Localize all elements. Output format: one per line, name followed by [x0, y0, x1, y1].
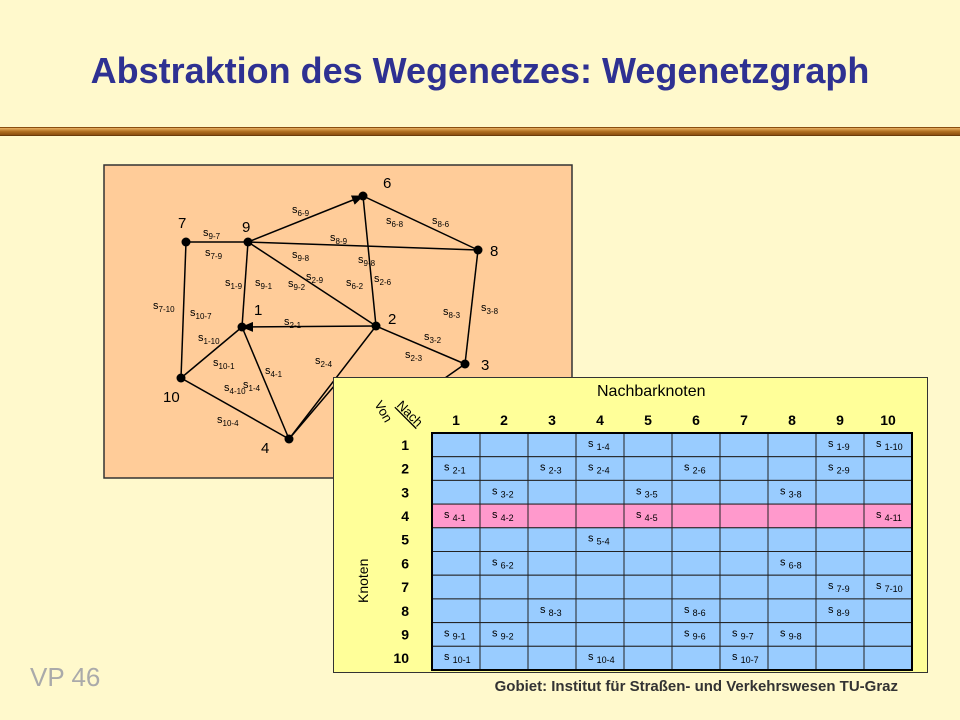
matrix-cell-label-3-5: s $_{3-5}$	[636, 485, 658, 500]
slide-number: VP 46	[30, 662, 101, 692]
matrix-cell	[624, 575, 672, 599]
matrix-cell	[816, 504, 864, 528]
matrix-cell	[672, 480, 720, 504]
edge-label-6-8: $s_{6-8}$	[386, 215, 404, 229]
matrix-cell	[432, 552, 480, 576]
edge-label-7-10: $s_{7-10}$	[153, 300, 175, 314]
edge-label-7-9: $s_{7-9}$	[205, 247, 223, 261]
matrix-cell-label-1-10: s $_{1-10}$	[876, 437, 903, 452]
matrix-cell	[528, 504, 576, 528]
node-8	[474, 246, 483, 255]
matrix-cell	[720, 552, 768, 576]
matrix-cell	[528, 575, 576, 599]
footer-credit: Gobiet: Institut für Straßen- und Verkehrswesen TU-Graz	[494, 678, 898, 695]
matrix-cell	[528, 646, 576, 670]
edge-label-2-9: $s_{2-9}$	[306, 271, 324, 285]
matrix-cell	[864, 528, 912, 552]
matrix-cell	[672, 646, 720, 670]
matrix-cell	[672, 528, 720, 552]
matrix-cell-label-2-4: s $_{2-4}$	[588, 461, 610, 476]
row-header-2: 2	[401, 460, 409, 477]
matrix-cell	[480, 646, 528, 670]
matrix-cell	[720, 433, 768, 457]
matrix-cell	[528, 433, 576, 457]
column-header-8: 8	[788, 412, 796, 428]
matrix-cell-label-8-6: s $_{8-6}$	[684, 603, 706, 618]
edge-label-6-9: $s_{6-9}$	[292, 204, 310, 218]
column-header-3: 3	[548, 412, 556, 428]
matrix-cell-label-3-2: s $_{3-2}$	[492, 485, 514, 500]
matrix-cell	[576, 504, 624, 528]
matrix-cell-label-2-6: s $_{2-6}$	[684, 461, 706, 476]
edge-label-3-2: $s_{3-2}$	[424, 331, 442, 345]
edge-label-8-6: $s_{8-6}$	[432, 215, 450, 229]
node-label-9: 9	[242, 219, 251, 236]
matrix-cell-label-2-9: s $_{2-9}$	[828, 461, 850, 476]
matrix-cell-label-4-11: s $_{4-11}$	[876, 508, 902, 523]
matrix-cell-label-9-6: s $_{9-6}$	[684, 627, 706, 642]
matrix-cell	[528, 552, 576, 576]
matrix-cell-label-7-9: s $_{7-9}$	[828, 580, 850, 595]
edge-label-1-4: $s_{1-4}$	[243, 379, 261, 393]
matrix-cell	[672, 575, 720, 599]
column-header-6: 6	[692, 412, 700, 428]
matrix-cell	[720, 528, 768, 552]
matrix-cell	[864, 646, 912, 670]
matrix-cell	[768, 433, 816, 457]
matrix-cell	[528, 480, 576, 504]
matrix-cell-label-1-9: s $_{1-9}$	[828, 437, 850, 452]
column-header-1: 1	[452, 412, 460, 428]
matrix-cell	[528, 528, 576, 552]
edge-label-2-3: $s_{2-3}$	[405, 349, 423, 363]
matrix-cell	[672, 504, 720, 528]
column-header-9: 9	[836, 412, 844, 428]
node-label-4: 4	[261, 440, 270, 457]
edge-label-4-1: $s_{4-1}$	[265, 365, 283, 379]
matrix-cell	[624, 552, 672, 576]
matrix-cell	[480, 528, 528, 552]
node-6	[359, 192, 368, 201]
matrix-cell	[816, 623, 864, 647]
matrix-cell	[816, 480, 864, 504]
matrix-cell-label-4-2: s $_{4-2}$	[492, 508, 514, 523]
edge-label-1-9: $s_{1-9}$	[225, 277, 243, 291]
edge-label-9-8: $s_{9-8}$	[358, 254, 376, 268]
matrix-cell	[480, 457, 528, 481]
matrix-cell	[720, 480, 768, 504]
edge-label-10-4: $s_{10-4}$	[217, 414, 239, 428]
row-header-1: 1	[401, 436, 409, 453]
matrix-cell-label-6-2: s $_{6-2}$	[492, 556, 514, 571]
matrix-cell	[432, 433, 480, 457]
row-axis-label-knoten: Knoten	[355, 558, 371, 603]
matrix-cell	[624, 433, 672, 457]
matrix-cell	[432, 480, 480, 504]
matrix-cell	[576, 599, 624, 623]
matrix-cell-label-3-8: s $_{3-8}$	[780, 485, 802, 500]
matrix-cell	[720, 575, 768, 599]
matrix-cell	[624, 646, 672, 670]
row-header-7: 7	[401, 579, 409, 596]
row-header-4: 4	[401, 507, 409, 524]
matrix-cell-label-5-4: s $_{5-4}$	[588, 532, 610, 547]
row-header-5: 5	[401, 531, 409, 548]
column-header-7: 7	[740, 412, 748, 428]
matrix-cell	[672, 433, 720, 457]
corner-label-nach: Nach	[393, 397, 426, 430]
edge-label-2-1: $s_{2-1}$	[284, 316, 302, 330]
node-label-3: 3	[481, 357, 490, 374]
matrix-cell	[720, 504, 768, 528]
node-label-8: 8	[490, 243, 499, 260]
row-header-10: 10	[393, 650, 409, 667]
edge-label-4-10: $s_{4-10}$	[224, 382, 246, 396]
edge-label-1-10: $s_{1-10}$	[198, 332, 220, 346]
matrix-cell-label-6-8: s $_{6-8}$	[780, 556, 802, 571]
edge-label-8-3: $s_{8-3}$	[443, 306, 461, 320]
matrix-cell	[432, 599, 480, 623]
node-1	[238, 323, 247, 332]
matrix-cell	[624, 599, 672, 623]
matrix-cell-label-9-2: s $_{9-2}$	[492, 627, 514, 642]
matrix-cell	[720, 457, 768, 481]
matrix-cell-label-4-5: s $_{4-5}$	[636, 508, 658, 523]
matrix-cell	[624, 457, 672, 481]
matrix-cell	[768, 504, 816, 528]
matrix-cell	[864, 457, 912, 481]
node-7	[182, 238, 191, 247]
column-header-4: 4	[596, 412, 604, 428]
table-header-nachbarknoten: Nachbarknoten	[597, 383, 706, 400]
row-header-3: 3	[401, 484, 409, 501]
corner-label-von: Von	[371, 398, 396, 425]
row-header-9: 9	[401, 626, 409, 643]
matrix-cell	[528, 623, 576, 647]
matrix-cell-label-2-1: s $_{2-1}$	[444, 461, 466, 476]
node-3	[461, 360, 470, 369]
matrix-cell	[624, 623, 672, 647]
edge-label-9-7: $s_{9-7}$	[203, 227, 221, 241]
matrix-cell-label-7-10: s $_{7-10}$	[876, 580, 903, 595]
matrix-cell	[432, 528, 480, 552]
matrix-cell	[768, 457, 816, 481]
matrix-cell	[768, 646, 816, 670]
node-10	[177, 374, 186, 383]
matrix-cell	[864, 552, 912, 576]
matrix-cell-label-4-1: s $_{4-1}$	[444, 508, 466, 523]
edge-label-10-7: $s_{10-7}$	[190, 307, 212, 321]
node-label-7: 7	[178, 215, 187, 232]
matrix-cell	[816, 552, 864, 576]
matrix-cell	[768, 599, 816, 623]
matrix-cell-label-10-7: s $_{10-7}$	[732, 651, 759, 666]
edge-label-2-6: $s_{2-6}$	[374, 273, 392, 287]
matrix-cell-label-10-1: s $_{10-1}$	[444, 651, 471, 666]
column-header-5: 5	[644, 412, 652, 428]
matrix-cell	[816, 646, 864, 670]
matrix-cell	[672, 552, 720, 576]
column-header-2: 2	[500, 412, 508, 428]
matrix-cell-label-1-4: s $_{1-4}$	[588, 437, 610, 452]
adjacency-table-panel	[333, 377, 928, 673]
slide-title: Abstraktion des Wegenetzes: Wegenetzgraph	[90, 50, 870, 91]
node-2	[372, 322, 381, 331]
matrix-cell	[480, 433, 528, 457]
edge-label-3-8: $s_{3-8}$	[481, 302, 499, 316]
matrix-cell-label-10-4: s $_{10-4}$	[588, 651, 615, 666]
column-header-10: 10	[880, 412, 896, 428]
matrix-cell	[768, 528, 816, 552]
edge-2-1	[242, 326, 376, 327]
node-4	[285, 435, 294, 444]
node-label-6: 6	[383, 175, 392, 192]
row-header-8: 8	[401, 602, 409, 619]
row-header-6: 6	[401, 555, 409, 572]
matrix-cell	[480, 599, 528, 623]
edge-label-9-8: $s_{9-8}$	[292, 249, 310, 263]
edge-label-9-1: $s_{9-1}$	[255, 277, 273, 291]
matrix-cell	[432, 575, 480, 599]
edge-label-9-2: $s_{9-2}$	[288, 278, 306, 292]
edge-label-2-4: $s_{2-4}$	[315, 355, 333, 369]
matrix-cell-label-9-7: s $_{9-7}$	[732, 627, 754, 642]
matrix-cell	[864, 599, 912, 623]
matrix-cell	[624, 528, 672, 552]
matrix-cell	[864, 480, 912, 504]
adjacency-matrix	[334, 378, 929, 674]
matrix-cell	[576, 480, 624, 504]
matrix-cell	[816, 528, 864, 552]
matrix-cell	[576, 575, 624, 599]
matrix-cell	[480, 575, 528, 599]
node-label-2: 2	[388, 311, 397, 328]
matrix-cell	[720, 599, 768, 623]
node-9	[244, 238, 253, 247]
matrix-cell-label-8-3: s $_{8-3}$	[540, 603, 562, 618]
matrix-cell	[576, 552, 624, 576]
matrix-cell-label-9-1: s $_{9-1}$	[444, 627, 466, 642]
edge-label-8-9: $s_{8-9}$	[330, 232, 348, 246]
matrix-cell-label-2-3: s $_{2-3}$	[540, 461, 562, 476]
matrix-cell-label-8-9: s $_{8-9}$	[828, 603, 850, 618]
matrix-cell	[864, 623, 912, 647]
node-label-10: 10	[163, 389, 180, 406]
matrix-cell-label-9-8: s $_{9-8}$	[780, 627, 802, 642]
node-label-1: 1	[254, 302, 263, 319]
matrix-cell	[768, 575, 816, 599]
matrix-cell	[576, 623, 624, 647]
edge-label-6-2: $s_{6-2}$	[346, 277, 364, 291]
edge-label-10-1: $s_{10-1}$	[213, 357, 235, 371]
